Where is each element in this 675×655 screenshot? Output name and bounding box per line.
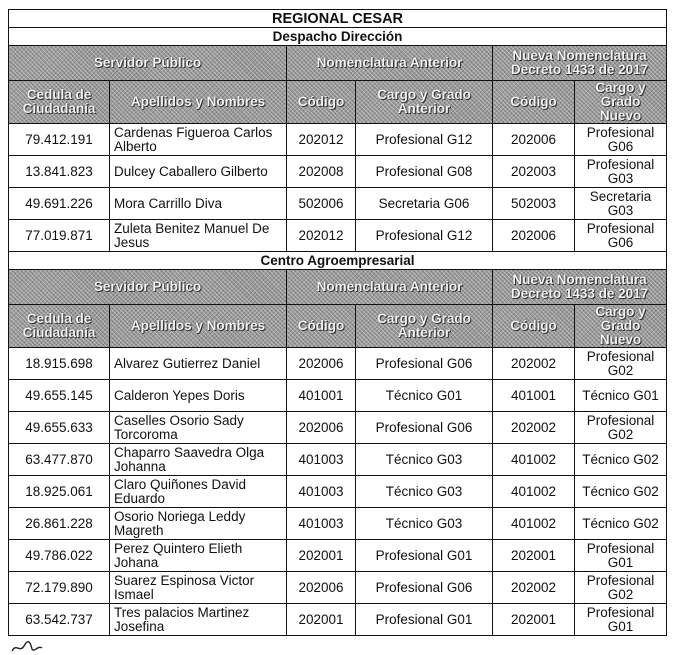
old-code-cell: 202012	[287, 220, 356, 252]
old-grade-cell: Secretaria G06	[356, 188, 493, 220]
header-cargo-anterior: Cargo y Grado Anterior	[356, 81, 493, 124]
table-row	[9, 476, 667, 508]
section-title: Despacho Dirección	[9, 28, 667, 46]
new-grade-cell: Técnico G01	[575, 380, 667, 412]
cedula-cell: 63.542.737	[9, 604, 110, 636]
new-grade-cell: Profesional G06	[575, 220, 667, 252]
table-row	[9, 572, 667, 604]
new-code-cell: 502003	[493, 188, 575, 220]
header-group-servidor: Servidor Público	[9, 46, 287, 81]
old-code-cell: 401003	[287, 444, 356, 476]
new-code-cell: 202003	[493, 156, 575, 188]
header-cargo-nuevo: Cargo y Grado Nuevo	[575, 81, 667, 124]
table-row	[9, 412, 667, 444]
new-code-cell: 401002	[493, 476, 575, 508]
cedula-cell: 49.786.022	[9, 540, 110, 572]
old-grade-cell: Profesional G01	[356, 604, 493, 636]
new-grade-cell: Profesional G02	[575, 412, 667, 444]
new-code-cell: 202006	[493, 124, 575, 156]
table-row	[9, 156, 667, 188]
old-code-cell: 401003	[287, 508, 356, 540]
old-code-cell: 202006	[287, 572, 356, 604]
name-cell: Suarez Espinosa Victor Ismael	[110, 572, 287, 604]
header-codigo-nuevo: Código	[493, 81, 575, 124]
old-code-cell: 502006	[287, 188, 356, 220]
table-row	[9, 444, 667, 476]
regional-title-row	[9, 10, 667, 28]
new-code-cell: 202001	[493, 540, 575, 572]
new-code-cell: 202002	[493, 412, 575, 444]
new-grade-cell: Profesional G06	[575, 124, 667, 156]
group-header-row	[9, 46, 667, 81]
group-header-row	[9, 270, 667, 305]
new-code-cell: 401001	[493, 380, 575, 412]
header-codigo-nuevo: Código	[493, 305, 575, 348]
name-cell: Alvarez Gutierrez Daniel	[110, 348, 287, 380]
table-body	[9, 10, 667, 636]
header-group-anterior: Nomenclatura Anterior	[287, 46, 493, 81]
new-grade-cell: Secretaria G03	[575, 188, 667, 220]
section-title-row	[9, 252, 667, 270]
cedula-cell: 79.412.191	[9, 124, 110, 156]
old-grade-cell: Técnico G01	[356, 380, 493, 412]
column-header-row	[9, 305, 667, 348]
section-title-row	[9, 28, 667, 46]
old-grade-cell: Profesional G01	[356, 540, 493, 572]
old-code-cell: 202006	[287, 348, 356, 380]
old-code-cell: 401001	[287, 380, 356, 412]
old-grade-cell: Técnico G03	[356, 508, 493, 540]
header-group-anterior: Nomenclatura Anterior	[287, 270, 493, 305]
cedula-cell: 49.691.226	[9, 188, 110, 220]
new-code-cell: 401002	[493, 508, 575, 540]
new-grade-cell: Técnico G02	[575, 444, 667, 476]
table-row	[9, 348, 667, 380]
table-row	[9, 124, 667, 156]
new-grade-cell: Profesional G01	[575, 540, 667, 572]
name-cell: Tres palacios Martinez Josefina	[110, 604, 287, 636]
handwritten-signature-mark	[10, 637, 50, 655]
old-grade-cell: Técnico G03	[356, 444, 493, 476]
name-cell: Cardenas Figueroa Carlos Alberto	[110, 124, 287, 156]
cedula-cell: 77.019.871	[9, 220, 110, 252]
old-grade-cell: Profesional G12	[356, 220, 493, 252]
header-cargo-anterior: Cargo y Grado Anterior	[356, 305, 493, 348]
old-code-cell: 202006	[287, 412, 356, 444]
header-codigo: Código	[287, 81, 356, 124]
new-code-cell: 401002	[493, 444, 575, 476]
new-code-cell: 202002	[493, 348, 575, 380]
nomenclature-table	[8, 9, 667, 636]
new-grade-cell: Profesional G02	[575, 348, 667, 380]
old-grade-cell: Profesional G12	[356, 124, 493, 156]
name-cell: Perez Quintero Elieth Johana	[110, 540, 287, 572]
header-group-servidor: Servidor Público	[9, 270, 287, 305]
new-grade-cell: Técnico G02	[575, 508, 667, 540]
old-code-cell: 202001	[287, 540, 356, 572]
column-header-row	[9, 81, 667, 124]
old-grade-cell: Profesional G06	[356, 412, 493, 444]
name-cell: Caselles Osorio Sady Torcoroma	[110, 412, 287, 444]
cedula-cell: 72.179.890	[9, 572, 110, 604]
name-cell: Dulcey Caballero Gilberto	[110, 156, 287, 188]
header-cargo-nuevo: Cargo y Grado Nuevo	[575, 305, 667, 348]
header-apellidos: Apellidos y Nombres	[110, 305, 287, 348]
new-code-cell: 202002	[493, 572, 575, 604]
old-code-cell: 202008	[287, 156, 356, 188]
old-code-cell: 202001	[287, 604, 356, 636]
header-group-nueva: Nueva Nomenclatura Decreto 1433 de 2017	[493, 270, 667, 305]
old-code-cell: 202012	[287, 124, 356, 156]
name-cell: Chaparro Saavedra Olga Johanna	[110, 444, 287, 476]
cedula-cell: 18.925.061	[9, 476, 110, 508]
header-codigo: Código	[287, 305, 356, 348]
cedula-cell: 13.841.823	[9, 156, 110, 188]
name-cell: Calderon Yepes Doris	[110, 380, 287, 412]
old-grade-cell: Técnico G03	[356, 476, 493, 508]
old-grade-cell: Profesional G06	[356, 572, 493, 604]
header-cedula: Cedula de Ciudadanía	[9, 81, 110, 124]
new-grade-cell: Profesional G03	[575, 156, 667, 188]
header-cedula: Cedula de Ciudadanía	[9, 305, 110, 348]
document-sheet	[8, 9, 667, 636]
table-row	[9, 220, 667, 252]
new-code-cell: 202006	[493, 220, 575, 252]
table-row	[9, 188, 667, 220]
regional-title: REGIONAL CESAR	[9, 10, 667, 28]
cedula-cell: 18.915.698	[9, 348, 110, 380]
old-code-cell: 401003	[287, 476, 356, 508]
header-group-nueva: Nueva Nomenclatura Decreto 1433 de 2017	[493, 46, 667, 81]
section-title: Centro Agroempresarial	[9, 252, 667, 270]
name-cell: Mora Carrillo Diva	[110, 188, 287, 220]
new-grade-cell: Profesional G02	[575, 572, 667, 604]
header-apellidos: Apellidos y Nombres	[110, 81, 287, 124]
new-code-cell: 202001	[493, 604, 575, 636]
table-row	[9, 508, 667, 540]
cedula-cell: 49.655.145	[9, 380, 110, 412]
name-cell: Zuleta Benitez Manuel De Jesus	[110, 220, 287, 252]
name-cell: Claro Quiñones David Eduardo	[110, 476, 287, 508]
table-row	[9, 380, 667, 412]
cedula-cell: 63.477.870	[9, 444, 110, 476]
new-grade-cell: Técnico G02	[575, 476, 667, 508]
cedula-cell: 26.861.228	[9, 508, 110, 540]
new-grade-cell: Profesional G01	[575, 604, 667, 636]
table-row	[9, 604, 667, 636]
table-row	[9, 540, 667, 572]
old-grade-cell: Profesional G06	[356, 348, 493, 380]
old-grade-cell: Profesional G08	[356, 156, 493, 188]
cedula-cell: 49.655.633	[9, 412, 110, 444]
name-cell: Osorio Noriega Leddy Magreth	[110, 508, 287, 540]
